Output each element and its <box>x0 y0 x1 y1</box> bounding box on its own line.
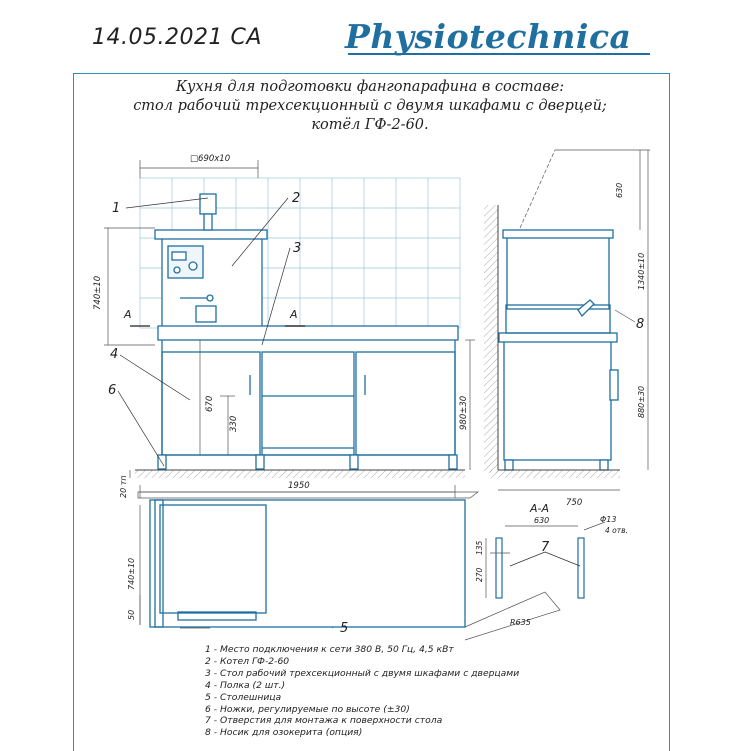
dim-670: 670 <box>205 395 215 412</box>
title-line-2: стол рабочий трехсекционный с двумя шкафами с дверцей; <box>133 98 607 114</box>
dim-330: 330 <box>229 415 239 432</box>
dim-980: 980±30 <box>459 395 469 430</box>
side-view <box>499 230 618 470</box>
callout-4: 4 <box>110 347 119 362</box>
dim-side-630: 630 <box>615 182 624 198</box>
dim-plan-740: 740±10 <box>127 557 136 590</box>
brand-text: Physiotechnica <box>345 17 632 56</box>
dim-r635: R635 <box>510 618 531 627</box>
legend-item-8: 8 - Носик для озокерита (опция) <box>205 727 363 739</box>
legend-item-3: 3 - Стол рабочий трехсекционный с двумя шкафами с дверцами <box>205 667 520 679</box>
section-title: A-A <box>530 502 550 515</box>
legend-item-6: 6 - Ножки, регулируемые по высоте (±30) <box>205 703 410 715</box>
dim-side-1340: 1340±10 <box>637 252 646 290</box>
callout-2: 2 <box>292 191 301 206</box>
legend-item-4: 4 - Полка (2 шт.) <box>205 679 286 691</box>
legend <box>205 644 625 739</box>
dim-270: 270 <box>475 567 484 582</box>
callout-8: 8 <box>636 317 645 332</box>
legend-item-2: 2 - Котел ГФ-2-60 <box>205 655 290 667</box>
title-line-1: Кухня для подготовки фангопарафина в составе: <box>175 79 565 95</box>
table-front <box>158 326 458 455</box>
plan-view <box>150 500 465 627</box>
legend-item-5: 5 - Столешница <box>205 691 282 703</box>
callout-3: 3 <box>293 241 302 256</box>
floor-front <box>135 470 465 478</box>
title-line-3: котёл ГФ-2-60. <box>311 117 429 133</box>
callout-6: 6 <box>108 383 117 398</box>
legend-item-1: 1 - Место подключения к сети 380 В, 50 Гц, 4,5 кВт <box>205 644 454 655</box>
date-code: 14.05.2021 CA <box>92 25 262 50</box>
dim-side-750: 750 <box>566 498 583 508</box>
callout-7: 7 <box>541 540 550 555</box>
dim-tile: □690x10 <box>190 154 231 164</box>
callout-1: 1 <box>112 201 121 216</box>
dim-740-top: 740±10 <box>93 275 103 310</box>
dim-20: 20 тп <box>119 475 128 498</box>
callout-5: 5 <box>340 621 349 636</box>
section-mark-right: A <box>290 308 298 321</box>
dim-section-630: 630 <box>534 516 550 525</box>
dim-hole: Φ13 <box>600 515 617 524</box>
section-aa <box>486 522 605 598</box>
dim-side-880: 880±30 <box>637 385 646 418</box>
legend-item-7: 7 - Отверстия для монтажа к поверхности стола <box>205 715 443 727</box>
dim-holes-count: 4 отв. <box>605 526 628 535</box>
dim-plan-50: 50 <box>127 609 136 620</box>
dim-1950: 1950 <box>288 481 310 491</box>
table-legs <box>158 455 457 469</box>
dim-135: 135 <box>475 540 484 555</box>
section-mark-left: A <box>124 308 132 321</box>
